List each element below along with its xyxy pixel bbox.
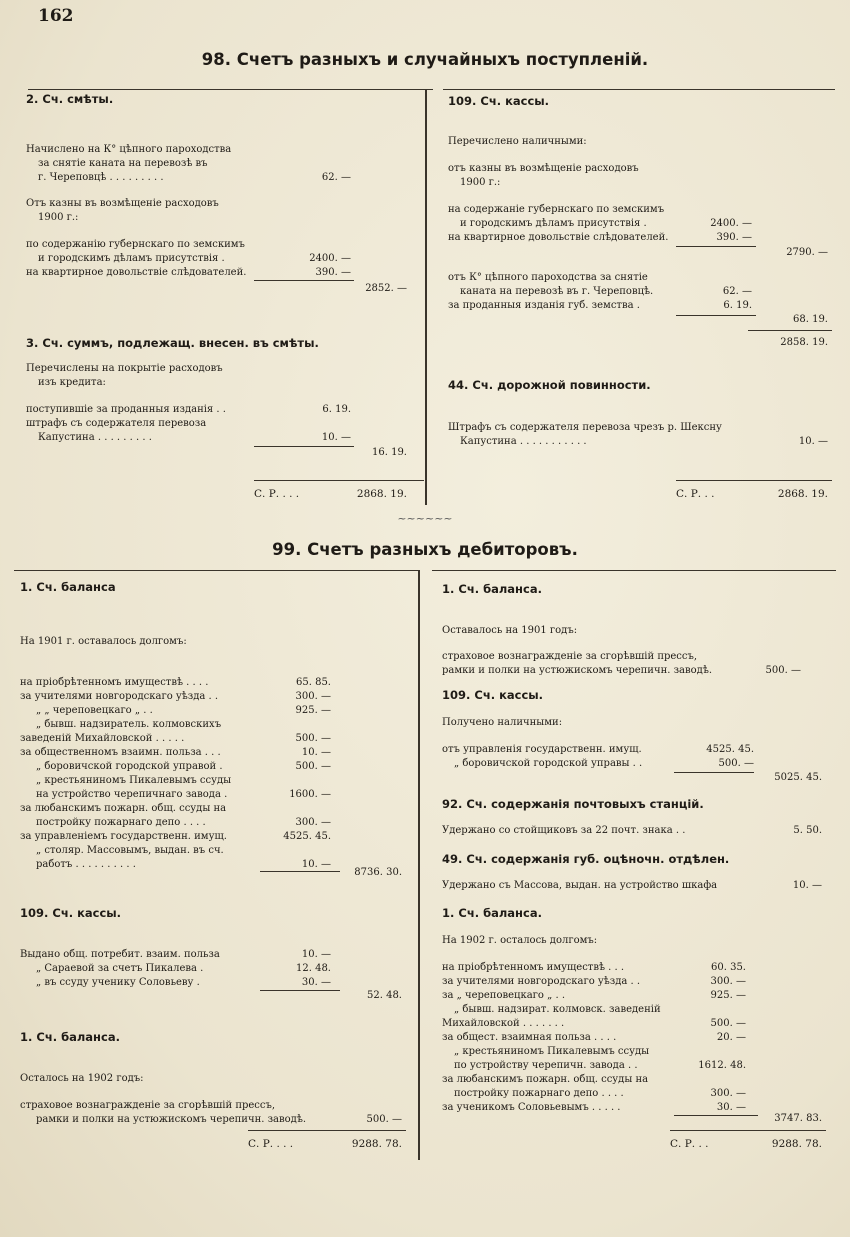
table-row: 68. 19.	[793, 314, 828, 325]
table-row: за любанскимъ пожарн. общ. ссуды на	[442, 1074, 649, 1085]
table-row: „ бывш. надзиратель. колмовскихъ	[36, 719, 222, 730]
table-row: Штрафъ съ содержателя перевоза чрезъ р. Шексну	[448, 422, 722, 433]
table-row: по устройству черепичн. завода . . 1612. 48.	[454, 1060, 746, 1071]
table-row: „ бывш. надзират. колмовск. заведеній	[454, 1004, 661, 1015]
table-row: Удержано со стойщиковъ за 22 почт. знака . . 5. 50.	[442, 825, 822, 836]
table-row: Отъ казны въ возмѣщеніе расходовъ	[26, 198, 219, 209]
table-row: каната на перевозѣ въ г. Череповцѣ. 62. —	[460, 286, 752, 297]
section-98-title: 98. Счетъ разныхъ и случайныхъ поступленій.	[201, 50, 649, 69]
total-row: С. Р. . . 9288. 78.	[670, 1138, 822, 1150]
table-row: за общест. взаимная польза . . . . 20. —	[442, 1032, 746, 1043]
table-row: На 1902 г. осталось долгомъ:	[442, 935, 598, 946]
table-row: и городскимъ дѣламъ присутствія . 2400. —	[460, 218, 752, 229]
table-row: Осталось на 1902 годъ:	[20, 1073, 144, 1084]
table-row: страховое вознагражденіе за сгорѣвшій прессъ,	[442, 651, 698, 662]
total-rule	[248, 1130, 406, 1131]
total-row: С. Р. . . . 9288. 78.	[248, 1138, 402, 1150]
table-row: на квартирное довольствіе слѣдователей. 390. —	[448, 232, 752, 243]
table-row: На 1901 г. оставалось долгомъ:	[20, 636, 187, 647]
total-row: С. Р. . . . 2868. 19.	[254, 488, 407, 500]
table-row: 2858. 19.	[780, 337, 828, 348]
table-row: поступившіе за проданныя изданія . . 6. 19.	[26, 404, 351, 415]
table-row: рамки и полки на устюжискомъ черепичн. заводѣ. 500. —	[442, 665, 801, 676]
table-row: 8736. 30.	[354, 867, 402, 878]
total-rule	[670, 1130, 826, 1131]
s98-left-heading-1: 2. Сч. смѣты.	[26, 92, 114, 106]
s99-right-heading-2: 109. Сч. кассы.	[442, 688, 544, 702]
table-row: по содержанію губернскаго по земскимъ	[26, 239, 245, 250]
table-row: изъ кредита:	[38, 377, 106, 388]
column-divider-98	[425, 90, 427, 505]
table-row: Капустина . . . . . . . . . 10. —	[38, 432, 351, 443]
table-row: за учителями новгородскаго уѣзда . . 300. —	[442, 976, 746, 987]
table-row: страховое вознагражденіе за сгорѣвшій прессъ,	[20, 1100, 276, 1111]
s99-left-heading-2: 109. Сч. кассы.	[20, 906, 122, 920]
table-row: 16. 19.	[372, 447, 407, 458]
table-row: Перечислено наличными:	[448, 136, 587, 147]
table-row: на пріобрѣтенномъ имуществѣ . . . 60. 35.	[442, 962, 746, 973]
table-row: 3747. 83.	[774, 1113, 822, 1124]
section-divider: ~~~~~~	[397, 512, 453, 525]
table-row: Получено наличными:	[442, 717, 563, 728]
table-row: за учителями новгородскаго уѣзда . . 300. —	[20, 691, 331, 702]
table-row: за общественномъ взаимн. польза . . . 10. —	[20, 747, 331, 758]
table-row: г. Череповцѣ . . . . . . . . . 62. —	[38, 172, 351, 183]
table-row: за „ череповецкаго „ . . 925. —	[442, 990, 746, 1001]
section-99-title: 99. Счетъ разныхъ дебиторовъ.	[272, 540, 578, 559]
table-row: за проданныя изданія губ. земства . 6. 19.	[448, 300, 752, 311]
s99-right-heading-5: 1. Сч. баланса.	[442, 906, 542, 920]
table-row: постройку пожарнаго депо . . . . 300. —	[36, 817, 331, 828]
s99-right-heading-4: 49. Сч. содержанія губ. оцѣночн. отдѣлен.	[442, 852, 730, 866]
table-row: „ боровичской городской управы . . 500. —	[454, 758, 754, 769]
section-99-right	[442, 0, 826, 1180]
table-row: „ крестьяниномъ Пикалевымъ ссуды	[454, 1046, 650, 1057]
table-row: Удержано съ Массова, выдан. на устройство шкафа 10. —	[442, 880, 822, 891]
table-row: на устройство черепичнаго завода . 1600. —	[36, 789, 331, 800]
table-row: 1900 г.:	[38, 212, 79, 223]
s98-right-heading-2: 44. Сч. дорожной повинности.	[448, 378, 651, 392]
table-row: Капустина . . . . . . . . . . . 10. —	[460, 436, 828, 447]
table-row: 2790. —	[786, 247, 828, 258]
s99-left-heading-1: 1. Сч. баланса	[20, 580, 116, 594]
table-row: на содержаніе губернскаго по земскимъ	[448, 204, 665, 215]
table-row: заведеній Михайловской . . . . . 500. —	[20, 733, 331, 744]
table-row: на квартирное довольствіе слѣдователей. 390. —	[26, 267, 351, 278]
table-row: отъ К° цѣпного пароходства за снятіе	[448, 272, 648, 283]
table-row: 5025. 45.	[774, 772, 822, 783]
table-row: за снятіе каната на перевозѣ въ	[38, 158, 208, 169]
table-row: „ столяр. Массовымъ, выдан. въ сч.	[36, 845, 224, 856]
page-number: 162	[38, 6, 74, 26]
table-row: за любанскимъ пожарн. общ. ссуды на	[20, 803, 227, 814]
table-row: „ въ ссуду ученику Соловьеву . 30. —	[36, 977, 331, 988]
table-row: 1900 г.:	[460, 177, 501, 188]
s99-left-heading-3: 1. Сч. баланса.	[20, 1030, 120, 1044]
s99-right-heading-3: 92. Сч. содержанія почтовыхъ станцій.	[442, 797, 704, 811]
section-99-left	[20, 0, 406, 1180]
table-row: за ученикомъ Соловьевымъ . . . . . 30. —	[442, 1102, 746, 1113]
s98-left-heading-2: 3. Сч. суммъ, подлежащ. внесен. въ смѣты.	[26, 336, 319, 350]
s99-right-heading-1: 1. Сч. баланса.	[442, 582, 542, 596]
table-row: постройку пожарнаго депо . . . . 300. —	[454, 1088, 746, 1099]
table-row: „ „ череповецкаго „ . . 925. —	[36, 705, 331, 716]
table-row: „ боровичской городской управой . 500. —	[36, 761, 331, 772]
s98-right-heading-1: 109. Сч. кассы.	[448, 94, 550, 108]
table-row: 2852. —	[365, 283, 407, 294]
table-row: отъ управленія государственн. имущ. 4525. 45.	[442, 744, 754, 755]
table-row: на пріобрѣтенномъ имуществѣ . . . . 65. 85.	[20, 677, 331, 688]
table-row: Оставалось на 1901 годъ:	[442, 625, 578, 636]
table-row: „ крестьяниномъ Пикалевымъ ссуды	[36, 775, 232, 786]
table-row: рамки и полки на устюжискомъ черепичн. заводѣ. 500. —	[36, 1114, 402, 1125]
table-row: Перечислены на покрытіе расходовъ	[26, 363, 223, 374]
column-divider-99	[418, 570, 420, 1160]
table-row: за управленіемъ государственн. имущ. 4525. 45.	[20, 831, 331, 842]
table-row: и городскимъ дѣламъ присутствія . 2400. —	[38, 253, 351, 264]
table-row: Начислено на К° цѣпного пароходства	[26, 144, 232, 155]
table-row: штрафъ съ содержателя перевоза	[26, 418, 207, 429]
total-row: С. Р. . . 2868. 19.	[676, 488, 828, 500]
table-row: Михайловской . . . . . . . 500. —	[442, 1018, 746, 1029]
table-row: отъ казны въ возмѣщеніе расходовъ	[448, 163, 639, 174]
table-row: „ Сараевой за счетъ Пикалева . 12. 48.	[36, 963, 331, 974]
table-row: работъ . . . . . . . . . . 10. —	[36, 859, 331, 870]
table-row: Выдано общ. потребит. взаим. польза 10. —	[20, 949, 331, 960]
table-row: 52. 48.	[367, 990, 402, 1001]
